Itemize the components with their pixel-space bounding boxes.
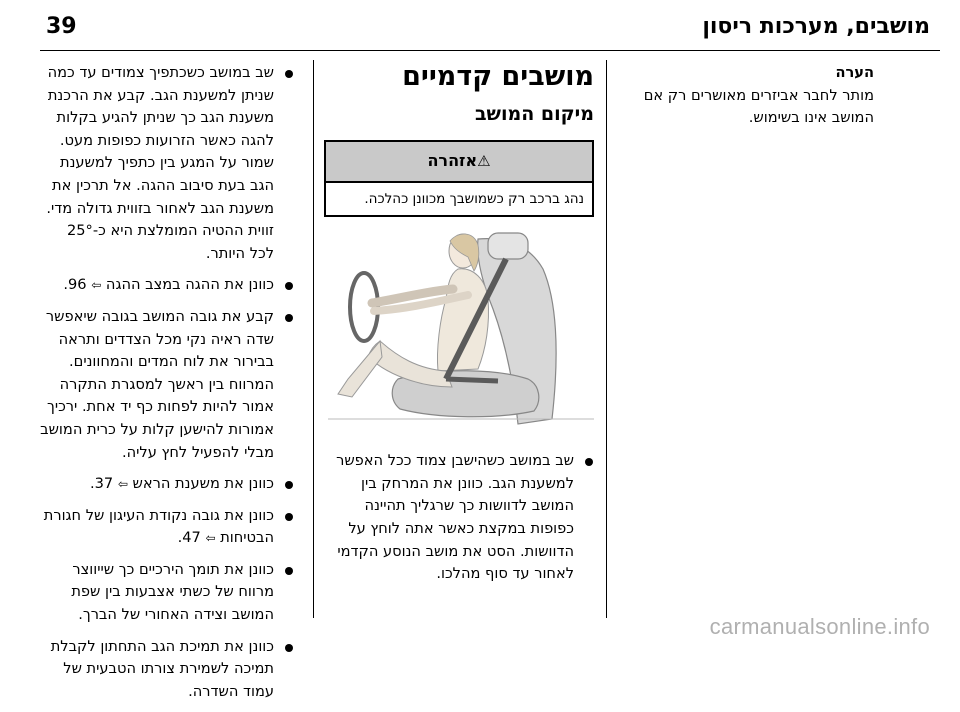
warning-body: נהג ברכב רק כשמושבך מכוונן כהלכה. [364, 190, 584, 207]
list-item: כוונן את גובה נקודת העיגון של חגורת הבטיחות ⇦ 47. [40, 505, 294, 550]
page-title: מושבים, מערכות ריסון [702, 14, 930, 39]
note-title: הערה [835, 64, 874, 81]
list-item: שב במושב כשכתפיך צמודים עד כמה שניתן למשענת הגב. קבע את הרכנת משענת הגב כך שניתן להגיע בקלות להגה כאשר הזרועות כפופות מעט. שמור על המגע בין כתפיך למשענת הגב בעת סיבוב ההגה. אל תרכין את משענת הגב לאחור בזווית גדולה מדי. זווית ההטיה המומלצת היא כ-25° לכל היותר. [40, 62, 294, 265]
list-item: שב במושב כשהישבן צמוד ככל האפשר למשענת הגב. כוונן את המרחק בין המושב לדוושות כך שרגליך תהיינה כפופות במקצת כאשר אתה לוחץ על הדוושות. הסט את מושב הנוסע הקדמי לאחור עד סוף מהלכו. [324, 450, 594, 586]
seat-position-list [324, 450, 594, 586]
list-item: כוונן את תמיכת הגב התחתון לקבלת תמיכה לשמירת צורתו הטבעית של עמוד השדרה. [40, 636, 294, 704]
warning-title: ⚠אזהרה [326, 142, 592, 183]
warning-box [324, 140, 594, 217]
subsection-heading: מיקום המושב [474, 103, 594, 125]
column-divider [606, 60, 607, 618]
list-item: קבע את גובה המושב בגובה שיאפשר שדה ראיה נקי מכל הצדדים ותראה בבירור את לוח המדים והמחוונים. המרווח בין ראשך למסגרת התקרה אמור להיות לפחות כף יד אחת. ירכיך אמורות להישען קלות על כרית המושב מבלי להפעיל לחץ עליה. [40, 306, 294, 464]
list-item: כוונן את תומך הירכיים כך שייווצר מרווח של כשתי אצבעות בין שפת המושב וצידה האחורי של הברך. [40, 559, 294, 627]
list-item: כוונן את ההגה במצב ההגה ⇦ 96. [40, 274, 294, 297]
page-header [40, 0, 940, 51]
left-column [618, 62, 874, 130]
page-number: 39 [46, 14, 77, 39]
right-column [40, 62, 294, 712]
page-reference-arrow-icon: ⇦ [117, 477, 128, 492]
column-divider [313, 60, 314, 618]
warning-triangle-icon: ⚠ [477, 152, 491, 170]
page-reference-arrow-icon: ⇦ [205, 531, 216, 546]
section-heading: מושבים קדמיים [402, 61, 594, 92]
page-reference-arrow-icon: ⇦ [91, 278, 102, 293]
driver-seat-position-icon [328, 229, 594, 429]
middle-column [324, 62, 594, 595]
list-item: כוונן את משענת הראש ⇦ 37. [40, 473, 294, 496]
seat-adjustment-list [40, 62, 294, 703]
note-body: מותר לחבר אביזרים מאושרים רק אם המושב אינו בשימוש. [643, 86, 874, 127]
watermark: carmanualsonline.info [709, 614, 930, 639]
